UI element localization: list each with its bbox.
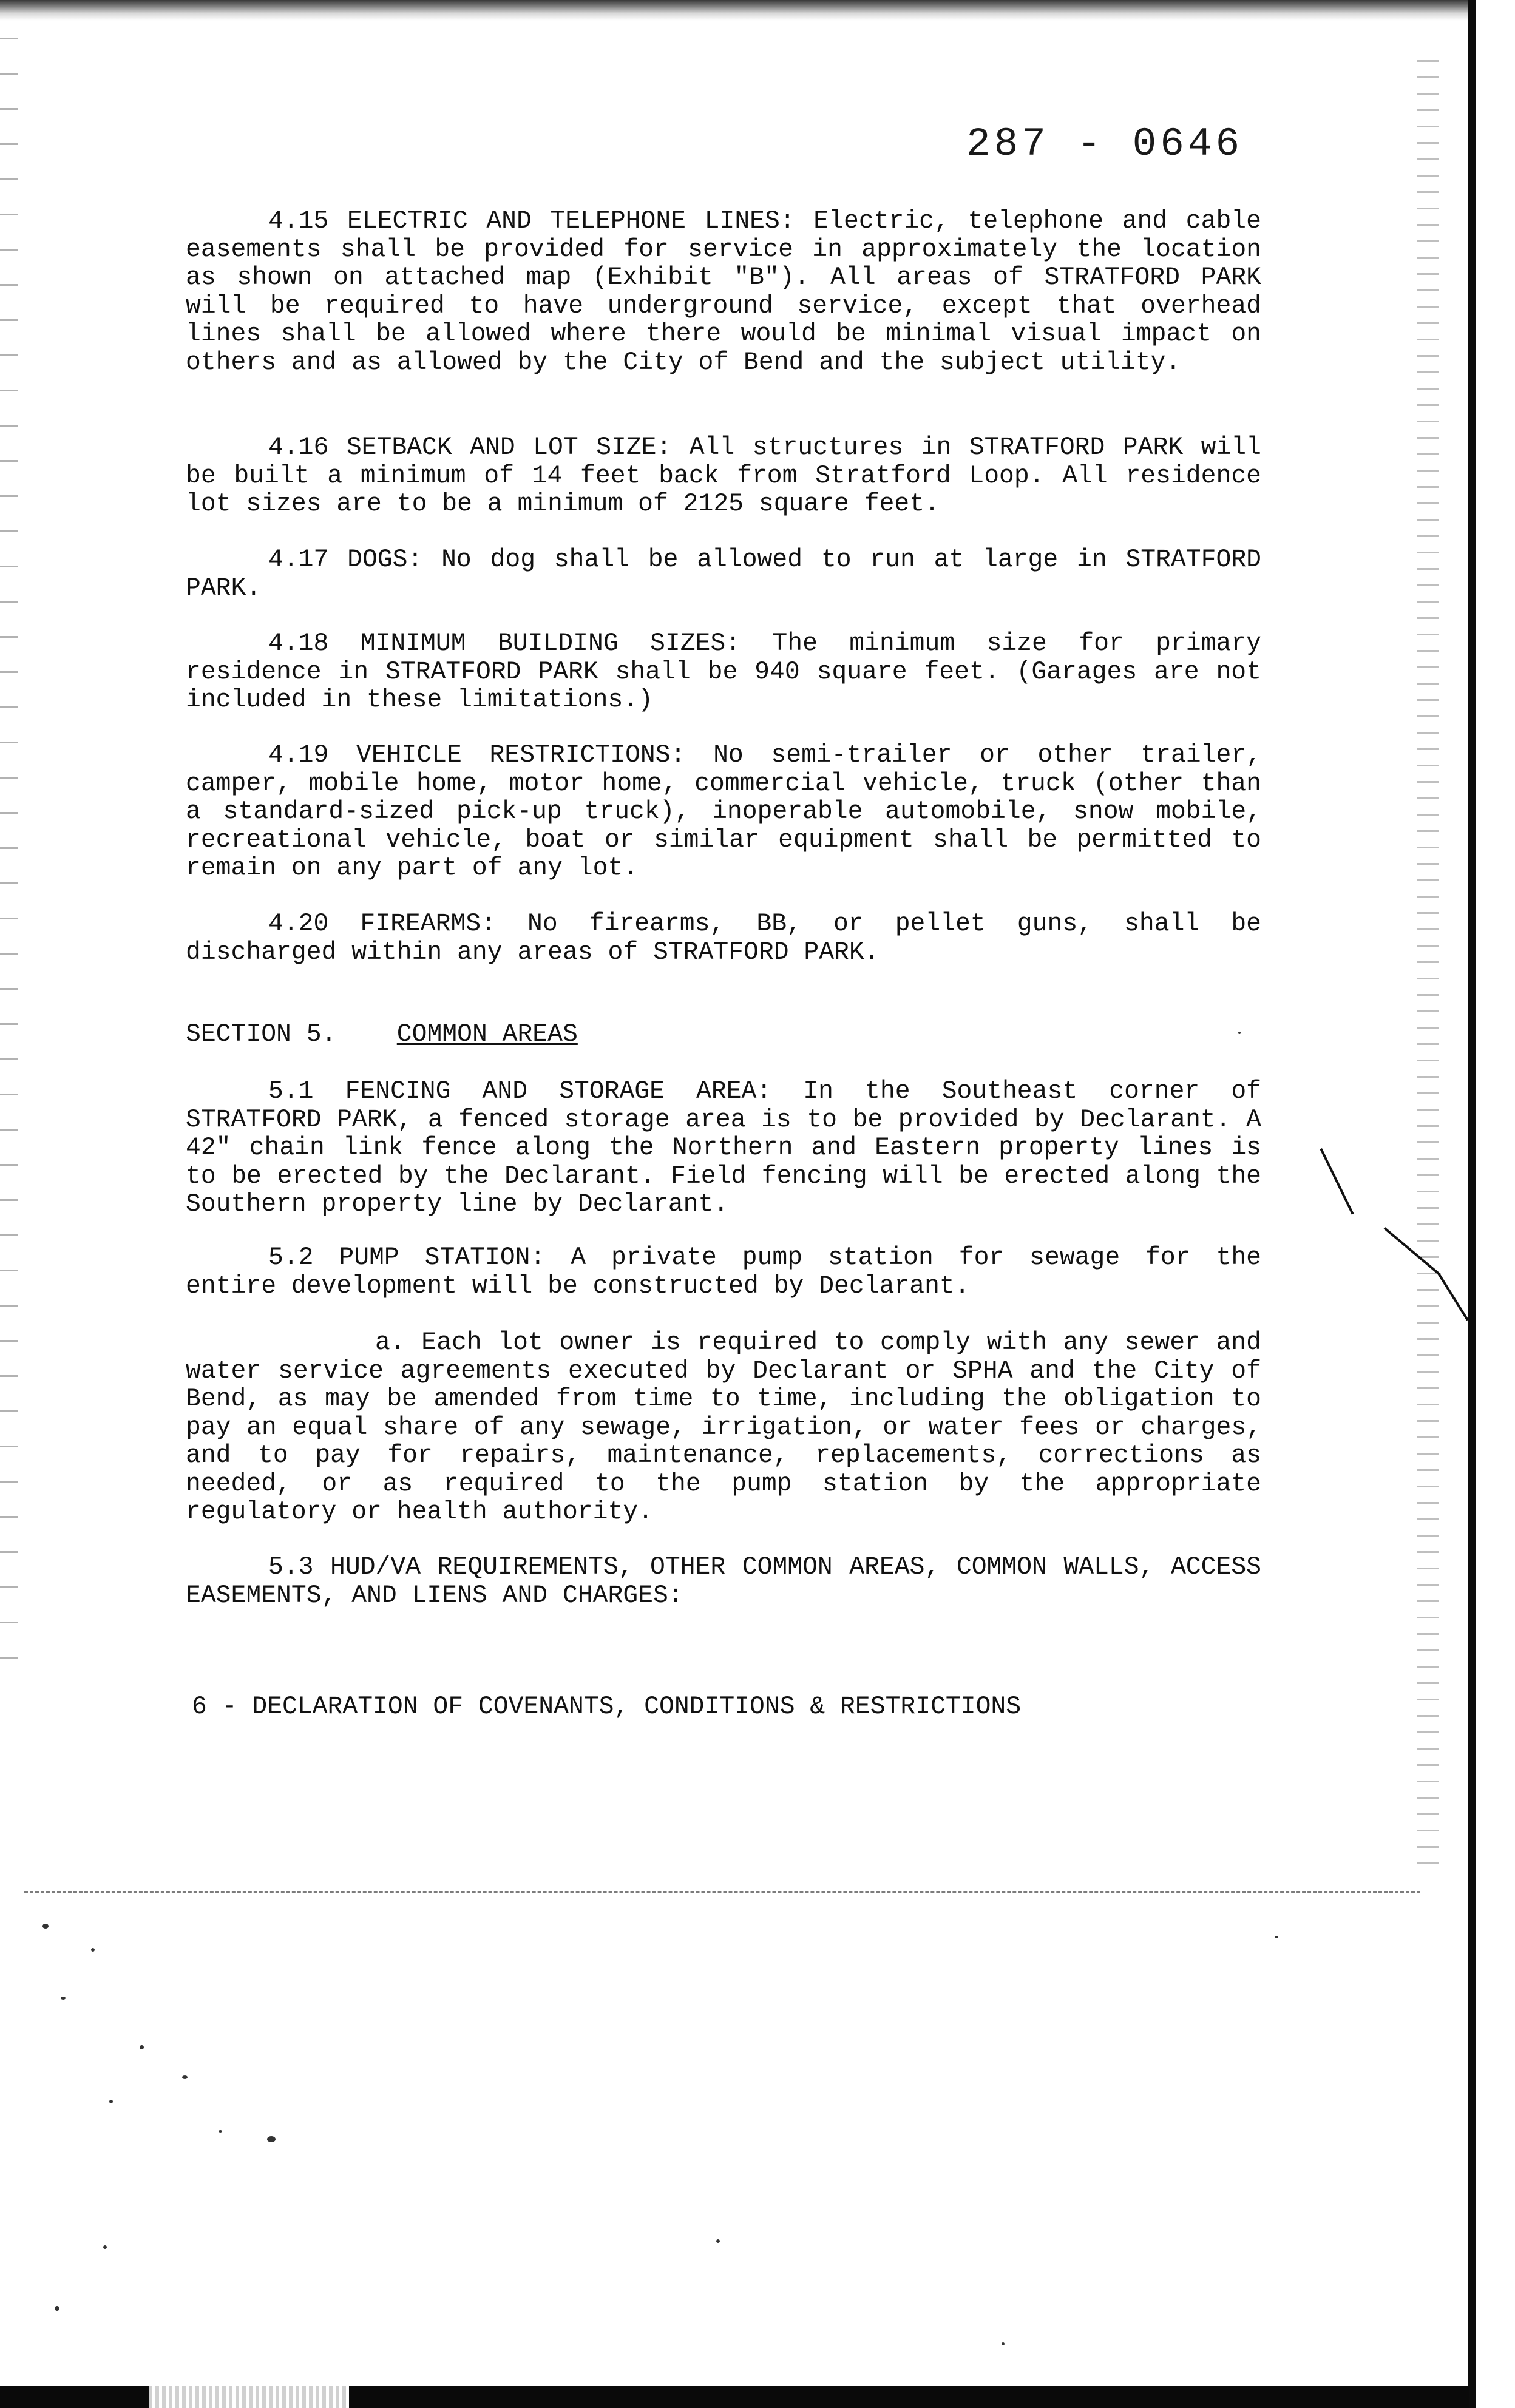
scan-edge-bottom-gap bbox=[149, 2386, 349, 2408]
section-label: SECTION 5. bbox=[186, 1021, 337, 1049]
page-number: 287 - 0646 bbox=[966, 121, 1244, 167]
paragraph-4-20: 4.20 FIREARMS: No firearms, BB, or pellet guns, shall be discharged within any areas of STRATFORD PARK. bbox=[186, 910, 1261, 967]
paragraph-5-2-a: a. Each lot owner is required to comply with any sewer and water service agreements executed by Declarant or SPHA and the City of Bend, as may be amended from time to time, including the obligation to pay an equal share of any sewage, irrigation, or water fees or charges, and to pay for repairs, maintenance, replacements, corrections as needed, or as required to the pump station by the appropriate regulatory or health authority. bbox=[186, 1329, 1261, 1526]
section-title: COMMON AREAS bbox=[396, 1021, 578, 1049]
page-edge-line bbox=[24, 1891, 1420, 1893]
scan-edge-noise-left bbox=[0, 24, 18, 1663]
paragraph-5-2: 5.2 PUMP STATION: A private pump station for sewage for the entire development will be constructed by Declarant. bbox=[186, 1244, 1261, 1300]
paragraph-5-3: 5.3 HUD/VA REQUIREMENTS, OTHER COMMON AREAS, COMMON WALLS, ACCESS EASEMENTS, AND LIENS AND CHARGES: bbox=[186, 1554, 1261, 1610]
paragraph-4-15: 4.15 ELECTRIC AND TELEPHONE LINES: Electric, telephone and cable easements shall be provided for service in approximately the location as shown on attached map (Exhibit "B"). All areas of STRATFORD PARK will be required to have underground service, except that overhead lines shall be allowed where there would be minimal visual impact on others and as allowed by the City of Bend and the subject utility. bbox=[186, 208, 1261, 377]
paragraph-4-16: 4.16 SETBACK AND LOT SIZE: All structures in STRATFORD PARK will be built a minimum of 14 feet back from Stratford Loop. All residence lot sizes are to be a minimum of 2125 square feet. bbox=[186, 434, 1261, 518]
scan-edge-noise-right bbox=[1417, 55, 1439, 1875]
paragraph-4-18: 4.18 MINIMUM BUILDING SIZES: The minimum size for primary residence in STRATFORD PARK shall be 940 square feet. (Garages are not included in these limitations.) bbox=[186, 630, 1261, 714]
paragraph-4-19: 4.19 VEHICLE RESTRICTIONS: No semi-trailer or other trailer, camper, mobile home, motor home, commercial vehicle, truck (other than a standard-sized pick-up truck), inoperable automobile, snow mobile, recreational vehicle, boat or similar equipment shall be permitted to remain on any part of any lot. bbox=[186, 742, 1261, 882]
scan-edge-top bbox=[0, 0, 1469, 21]
paragraph-4-17: 4.17 DOGS: No dog shall be allowed to run at large in STRATFORD PARK. bbox=[186, 546, 1261, 603]
paragraph-5-1: 5.1 FENCING AND STORAGE AREA: In the Southeast corner of STRATFORD PARK, a fenced storage area is to be provided by Declarant. A 42" chain link fence along the Northern and Eastern property lines is to be erected by the Declarant. Field fencing will be erected along the Southern property line by Declarant. bbox=[186, 1078, 1261, 1219]
section-heading bbox=[186, 1021, 578, 1049]
scan-edge-right bbox=[1468, 0, 1476, 2408]
page-footer: 6 - DECLARATION OF COVENANTS, CONDITIONS & RESTRICTIONS bbox=[192, 1693, 1022, 1721]
